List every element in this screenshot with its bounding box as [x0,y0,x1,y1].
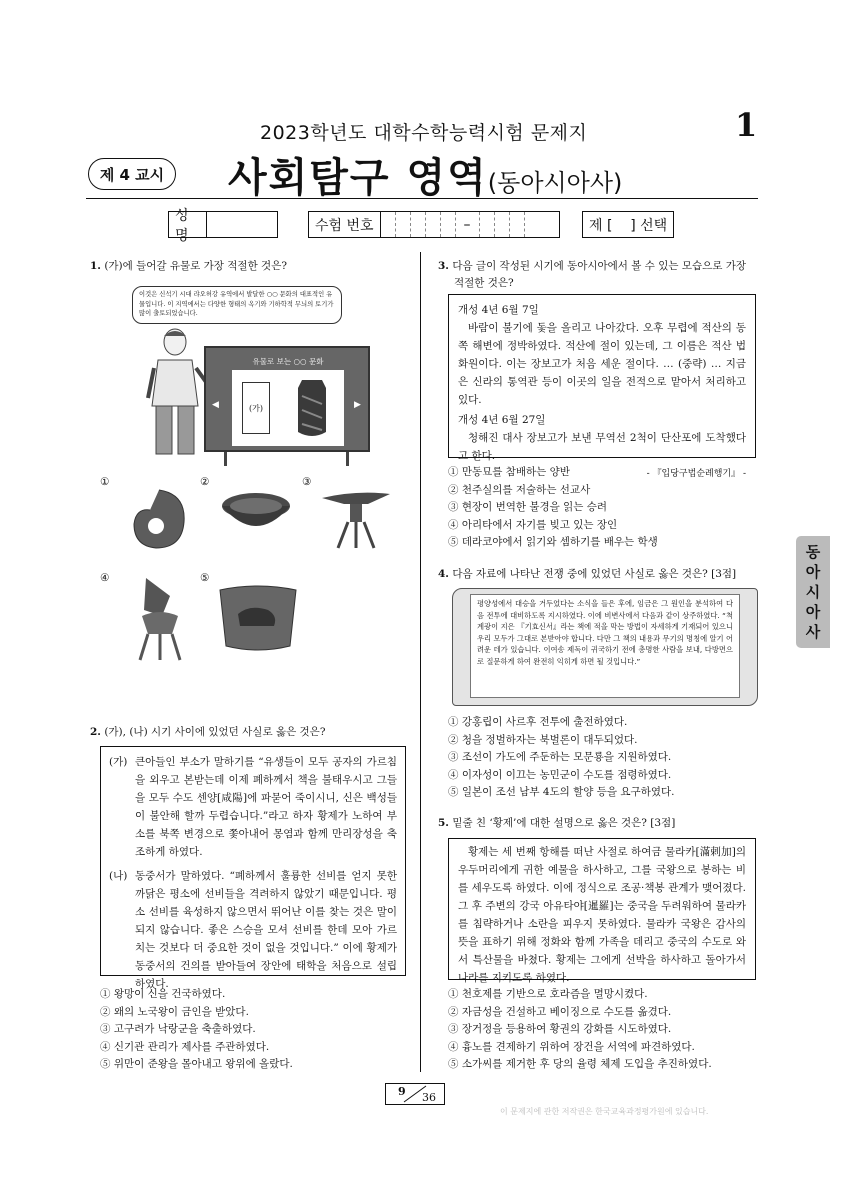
question-5-text: 밑줄 친 ‘황제’에 대한 설명으로 옳은 것은? [3점] [452,817,676,829]
question-3-stem [438,258,746,292]
question-4-choices [448,714,674,802]
question-2-number: 2. [90,726,101,738]
exam-number-cells[interactable] [381,212,559,237]
q2-passage-na [109,867,397,993]
q1-choice-5-label[interactable]: ⑤ [200,572,210,584]
q5-choice-2[interactable]: ② 자금성을 건설하고 베이징으로 수도를 옮겼다. [448,1005,672,1018]
q1-choice-4-label[interactable]: ④ [100,572,110,584]
q1-choice-1-label[interactable]: ① [100,476,110,488]
q4-choice-5[interactable]: ⑤ 일본이 조선 남부 4도의 할양 등을 요구하였다. [448,786,675,798]
name-label: 성명 [169,212,207,237]
question-3-choices [448,464,658,552]
q1-choice-1-jade-pig-dragon-image[interactable] [126,484,192,554]
q1-choice-2-label[interactable]: ② [200,476,210,488]
question-2-stem [90,724,325,741]
question-1-text: (가)에 들어갈 유물로 가장 적절한 것은? [104,260,287,272]
question-3-text-line2: 적절한 것은? [454,277,514,289]
q1-choice-2-bowl-image[interactable] [218,488,294,542]
q5-choice-3[interactable]: ③ 장거정을 등용하여 황권의 강화를 시도하였다. [448,1023,672,1035]
teacher-speech-bubble: 이것은 신석기 시대 랴오허강 유역에서 발달한 ○○ 문화의 대표적인 유물입니다. 이 지역에서는 다양한 형태의 옥기와 기하학적 무늬의 토기가 많이 출토되었습니다. [132,286,342,324]
jar-artifact-image [292,376,332,440]
question-2-text: (가), (나) 시기 사이에 있었던 사실로 옳은 것은? [104,726,326,738]
question-1-number: 1. [90,260,101,272]
question-3-text-line1: 다음 글이 작성된 시기에 동아시아에서 볼 수 있는 모습으로 가장 [452,260,747,272]
copyright-note: 이 문제지에 관한 저작권은 한국교육과정평가원에 있습니다. [500,1107,709,1116]
q4-choice-4[interactable]: ④ 이자성이 이끄는 농민군이 수도를 점령하였다. [448,768,672,781]
exam-number-label: 수험 번호 [309,212,381,237]
screen-prev-arrow-icon[interactable]: ◀ [212,400,219,410]
name-box [168,207,278,244]
choice-box [582,211,674,238]
page-current: 9 [398,1085,406,1098]
q3-date-2: 개성 4년 6월 27일 [458,414,546,426]
question-4-number: 4. [438,568,449,580]
q3-choice-3[interactable]: ③ 현장이 번역한 불경을 읽는 승려 [448,501,608,513]
question-2-source-box [100,746,406,990]
subject-side-tab [796,536,830,648]
q2-passage-ga [109,753,397,861]
subject-sub: (동아시아사) [487,169,623,197]
question-4-text: 다음 자료에 나타난 전쟁 중에 있었던 사실로 옳은 것은? [3점] [452,568,737,580]
q2-ga-label: (가) [109,756,128,768]
q1-choice-5-animal-pot-image[interactable] [216,584,300,652]
side-tab-char: 사 [805,623,821,641]
q3-text-1: 바람이 불기에 돛을 올리고 나아갔다. 오후 무렵에 적산의 동쪽 해변에 정박하였다. 적산에 절이 있는데, 그 이름은 적산 법화원이다. 이는 장보고가 처음 세운 절이다. … (중략) … 지금은 신라의 통역관 등이 이곳의 일을 전적으로 맡아서 처리하고 있다. [458,322,746,406]
subject-title [228,146,622,203]
question-3-number: 3. [438,260,449,272]
choice-label[interactable]: 제 [ ] 선택 [589,217,668,234]
teacher-figure [140,328,210,458]
q3-text-2: 청해진 대사 장보고가 보낸 무역선 2척이 단산포에 도착했다고 한다. [458,432,746,462]
q2-na-text: 동중서가 말하였다. “폐하께서 훌륭한 선비를 얻지 못한 까닭은 평소에 선비들을 격려하지 않았기 때문입니다. 평소 선비를 육성하지 않으면서 뛰어난 이를 찾는 것은 말이 되지 않습니다. 좋은 스승을 모셔 선비를 한데 모아 가르치는 것보다 더 중요한 것이 없을 것입니다.” 이에 황제가 동중서의 건의를 받아들여 장안에 태학을 처음으로 설립하였다. [135,870,397,990]
q2-na-label: (나) [109,870,128,882]
q2-ga-text: 큰아들인 부소가 말하기를 “유생들이 모두 공자의 가르침을 외우고 본받는데 이제 폐하께서 책을 불태우시고 그들을 모두 수도 센양[咸陽]에 파묻어 죽이시니, 신은 백성들이 불안해 할까 두렵습니다.”라고 하자 황제가 노하여 부소를 북쪽 변경으로 쫓아내어 몽염과 함께 만리장성을 축조하게 하였다. [135,756,397,858]
q3-choice-4[interactable]: ④ 아리타에서 자기를 빚고 있는 장인 [448,518,618,531]
q1-choice-3-label[interactable]: ③ [302,476,312,488]
q4-choice-2[interactable]: ② 청을 정벌하자는 북벌론이 대두되었다. [448,733,638,746]
q1-choice-3-bronze-vessel-image[interactable] [318,480,394,550]
page-big-number: 1 [735,106,758,144]
side-tab-char: 시 [805,583,821,601]
period-badge: 제 4 교시 [88,158,176,190]
q5-choice-4[interactable]: ④ 흉노를 견제하기 위하여 장건을 서역에 파견하였다. [448,1040,695,1053]
side-tab-char: 아 [805,563,821,581]
q3-choice-1[interactable]: ① 만동묘를 참배하는 양반 [448,466,570,478]
presentation-screen [204,346,370,452]
q2-choice-5[interactable]: ⑤ 위만이 준왕을 몰아내고 왕위에 올랐다. [100,1058,293,1070]
page-total: 36 [422,1091,436,1104]
question-4-stem [438,566,736,583]
side-tab-char: 아 [805,603,821,621]
side-tab-char: 동 [805,543,821,561]
column-divider [420,252,421,1072]
q3-choice-2[interactable]: ② 천주실의를 저술하는 선교사 [448,483,591,496]
subject-main: 사회탐구 영역 [228,155,488,201]
q4-choice-3[interactable]: ③ 조선이 가도에 주둔하는 모문룡을 지원하였다. [448,751,672,763]
question-5-stem [438,815,675,832]
q3-choice-5[interactable]: ⑤ 데라코야에서 읽기와 셈하기를 배우는 학생 [448,536,658,548]
q4-choice-1[interactable]: ① 강홍립이 사르후 전투에 출전하였다. [448,716,628,728]
screen-panel [232,370,344,446]
question-5-number: 5. [438,817,449,829]
q2-choice-3[interactable]: ③ 고구려가 낙랑군을 축출하였다. [100,1023,256,1035]
q2-choice-1[interactable]: ① 왕망이 신을 건국하였다. [100,988,226,1000]
q3-source: - 『입당구법순례행기』 - [646,469,746,479]
question-5-choices [448,986,712,1074]
page-number-box [385,1083,445,1105]
exam-number-box [308,211,560,238]
q2-choice-2[interactable]: ② 왜의 노국왕이 금인을 받았다. [100,1005,249,1018]
screen-stand-left [224,452,227,466]
screen-next-arrow-icon[interactable]: ▶ [354,400,361,410]
q1-choice-4-tripod-vessel-image[interactable] [132,574,188,662]
screen-stand-right [346,452,349,466]
q3-date-1: 개성 4년 6월 7일 [458,304,539,316]
q2-choice-4[interactable]: ④ 신기관 관리가 제사를 주관하였다. [100,1040,270,1053]
header-rule [86,198,758,199]
exam-title: 2023학년도 대학수학능력시험 문제지 [260,122,588,144]
question-5-source-box: 황제는 세 번째 항해를 떠난 사절로 하여금 물라카[滿剌加]의 우두머리에게 귀한 예물을 하사하고, 그를 국왕으로 봉하는 비를 세우도록 하였다. 이에 정식으로 조공·책봉 관계가 맺어졌다. 그 후 주변의 강국 아유타야[暹羅]는 중국을 두려워하여 물라카를 침략하거나 소란을 피우지 못하였다. 물라카 국왕은 감사의 뜻을 표하기 위해 정화와 함께 가족을 데리고 중국의 수도로 와서 특산물을 바쳤다. 황제는 그에게 선박을 하사하고 돌아가서 나라를 지키도록 하였다. [448,838,756,980]
q5-choice-5[interactable]: ⑤ 소가씨를 제거한 후 당의 율령 체제 도입을 추진하였다. [448,1058,712,1070]
question-1-stem [90,258,287,275]
q5-choice-1[interactable]: ① 천호제를 기반으로 호라즘을 멸망시켰다. [448,988,648,1000]
q4-scroll-text: 평양성에서 대승을 거두었다는 소식을 들은 후에, 임금은 그 원인을 분석하여 다음 전투에 대비하도록 지시하였다. 이에 비변사에서 다음과 같이 상주하였다. “척계광이 지은 『기효신서』라는 책에 적을 막는 방법이 자세하게 기재되어 있으니 우리 모두가 그대로 본받아야 합니다. 다만 그 책의 내용과 무기의 명칭에 알기 어려운 데가 있습니다. 이여송 제독이 귀국하기 전에 총명한 사람을 보내, 다방면으로 질문하게 하여 완전히 익히게 하면 될 것입니다.” [470,594,740,698]
screen-slot-ga: (가) [242,382,270,434]
screen-title: 유물로 보는 ○○ 문화 [252,357,324,366]
exam-number-dash: – [456,212,480,237]
name-field[interactable] [207,212,277,237]
question-2-choices [100,986,293,1074]
